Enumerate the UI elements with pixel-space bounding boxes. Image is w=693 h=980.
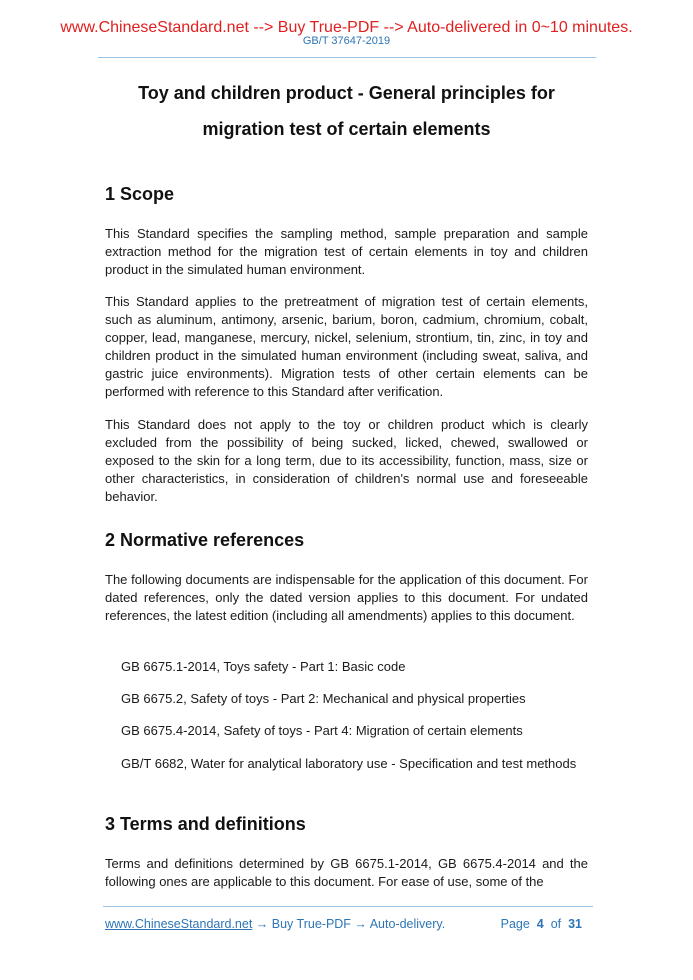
footer-divider [103,906,593,907]
normative-references-intro: The following documents are indispensable for the application of this document. For dated references, only the dated version applies to this document. For undated references, the latest edition (including all amendments) applies to this document. [105,572,588,623]
page-current: 4 [536,917,544,931]
footer-site-link[interactable]: www.ChineseStandard.net [105,917,253,931]
footer-tagline: → Buy True-PDF → Auto-delivery. [252,917,446,931]
reference-item: GB 6675.4-2014, Safety of toys - Part 4: Migration of certain elements [121,723,523,738]
reference-item: GB 6675.2, Safety of toys - Part 2: Mechanical and physical properties [121,691,526,706]
page-label: Page [500,917,530,931]
section-heading-normative-references: 2 Normative references [105,530,305,550]
section-heading-terms-and-definitions: 3 Terms and definitions [105,814,306,834]
standard-code: GB/T 37647-2019 [302,35,391,47]
terms-paragraph-1: Terms and definitions determined by GB 6675.1-2014, GB 6675.4-2014 and the following ones are applicable to this document. For ease of use, some of the [105,856,588,889]
section-heading-scope: 1 Scope [105,184,175,204]
scope-paragraph-2: This Standard applies to the pretreatment of migration test of certain elements, such as aluminum, antimony, arsenic, barium, boron, cadmium, chromium, cobalt, copper, lead, manganese, mercury, nickel, selenium, strontium, tin, zinc, in toy and children product in the simulated human environment (including sweat, saliva, and gastric juice environments). Migration tests of other certain elements can be performed with reference to this Standard after verification. [105,294,588,399]
page-of-label: of [550,917,562,931]
header-divider [98,57,596,58]
promo-banner[interactable]: www.ChineseStandard.net --> Buy True-PDF --> Auto-delivered in 0~10 minutes. [60,19,633,36]
document-title-line-1: Toy and children product - General principles for [138,83,555,103]
page-footer [105,916,588,932]
page-indicator [501,916,582,932]
page-total: 31 [568,917,582,931]
scope-paragraph-3: This Standard does not apply to the toy or children product which is clearly excluded from the possibility of being sucked, licked, chewed, swallowed or exposed to the skin for a long term, due to its accessibility, function, mass, size or other characteristics, in consideration of children's normal use and foreseeable behavior. [105,417,588,504]
scope-paragraph-1: This Standard specifies the sampling method, sample preparation and sample extraction method for the migration test of certain elements in toy and children product in the simulated human environment. [105,226,588,277]
document-title-line-2: migration test of certain elements [202,119,491,139]
reference-item: GB 6675.1-2014, Toys safety - Part 1: Basic code [121,659,406,674]
reference-item: GB/T 6682, Water for analytical laboratory use - Specification and test methods [121,756,577,771]
